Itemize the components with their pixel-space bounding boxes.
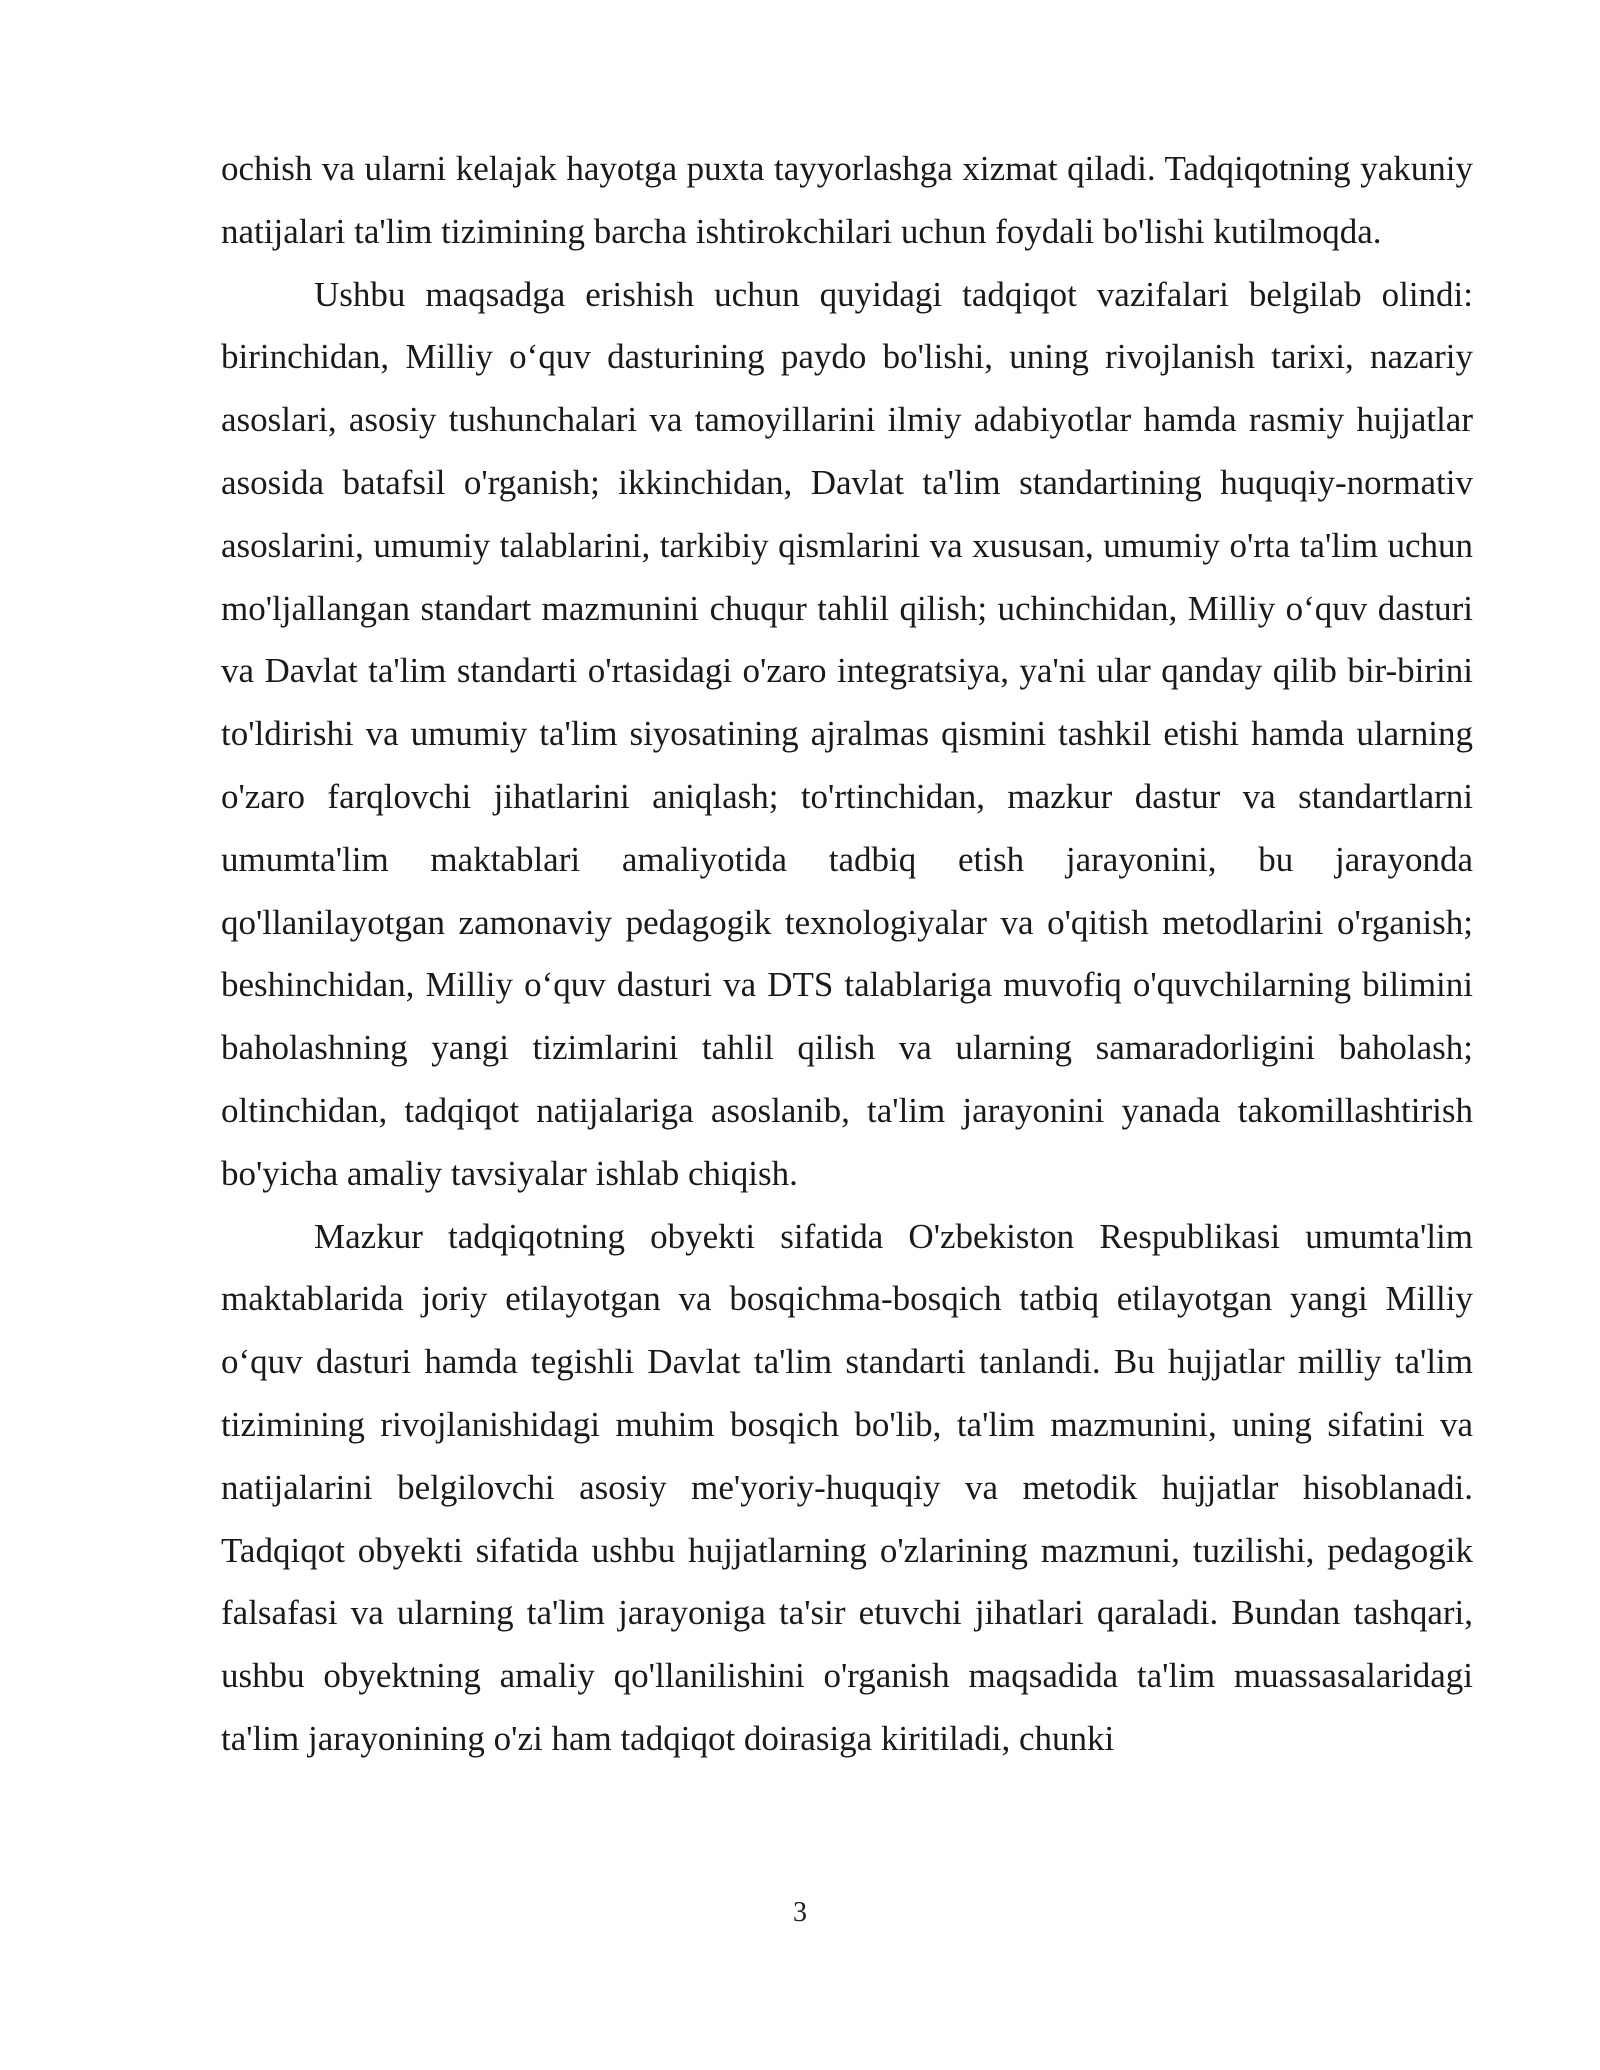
body-text [221,138,1473,1771]
page-number: 3 [793,1897,807,1928]
paragraph-continuation: ochish va ularni kelajak hayotga puxta tayyorlashga xizmat qiladi. Tadqiqotning yakuniy natijalari ta'lim tizimining barcha ishtirokchilari uchun foydali bo'lishi kutilmoqda. [221,149,1473,251]
paragraph-research-object: Mazkur tadqiqotning obyekti sifatida O'zbekiston Respublikasi umumta'lim maktablarida joriy etilayotgan va bosqichma-bosqich tatbiq etilayotgan yangi Milliy o‘quv dasturi hamda tegishli Davlat ta'lim standarti tanlandi. Bu hujjatlar milliy ta'lim tizimining rivojlanishidagi muhim bosqich bo'lib, ta'lim mazmunini, uning sifatini va natijalarini belgilovchi asosiy me'yoriy-huquqiy va metodik hujjatlar hisoblanadi. Tadqiqot obyekti sifatida ushbu hujjatlarning o'zlarining mazmuni, tuzilishi, pedagogik falsafasi va ularning ta'lim jarayoniga ta'sir etuvchi jihatlari qaraladi. Bundan tashqari, ushbu obyektning amaliy qo'llanilishini o'rganish maqsadida ta'lim muassasalaridagi ta'lim jarayonining o'zi ham tadqiqot doirasiga kiritiladi, chunki [221,1216,1473,1758]
paragraph-research-tasks: Ushbu maqsadga erishish uchun quyidagi tadqiqot vazifalari belgilab olindi: birinchidan, Milliy o‘quv dasturining paydo bo'lishi, uning rivojlanish tarixi, nazariy asoslari, asosiy tushunchalari va tamoyillarini ilmiy adabiyotlar hamda rasmiy hujjatlar asosida batafsil o'rganish; ikkinchidan, Davlat ta'lim standartining huquqiy-normativ asoslarini, umumiy talablarini, tarkibiy qismlarini va xususan, umumiy o'rta ta'lim uchun mo'ljallangan standart mazmunini chuqur tahlil qilish; uchinchidan, Milliy o‘quv dasturi va Davlat ta'lim standarti o'rtasidagi o'zaro integratsiya, ya'ni ular qanday qilib bir-birini to'ldirishi va umumiy ta'lim siyosatining ajralmas qismini tashkil etishi hamda ularning o'zaro farqlovchi jihatlarini aniqlash; to'rtinchidan, mazkur dastur va standartlarni umumta'lim maktablari amaliyotida tadbiq etish jarayonini, bu jarayonda qo'llanilayotgan zamonaviy pedagogik texnologiyalar va o'qitish metodlarini o'rganish; beshinchidan, Milliy o‘quv dasturi va DTS talablariga muvofiq o'quvchilarning bilimini baholashning yangi tizimlarini tahlil qilish va ularning samaradorligini baholash; oltinchidan, tadqiqot natijalariga asoslanib, ta'lim jarayonini yanada takomillashtirish bo'yicha amaliy tavsiyalar ishlab chiqish. [221,274,1473,1193]
